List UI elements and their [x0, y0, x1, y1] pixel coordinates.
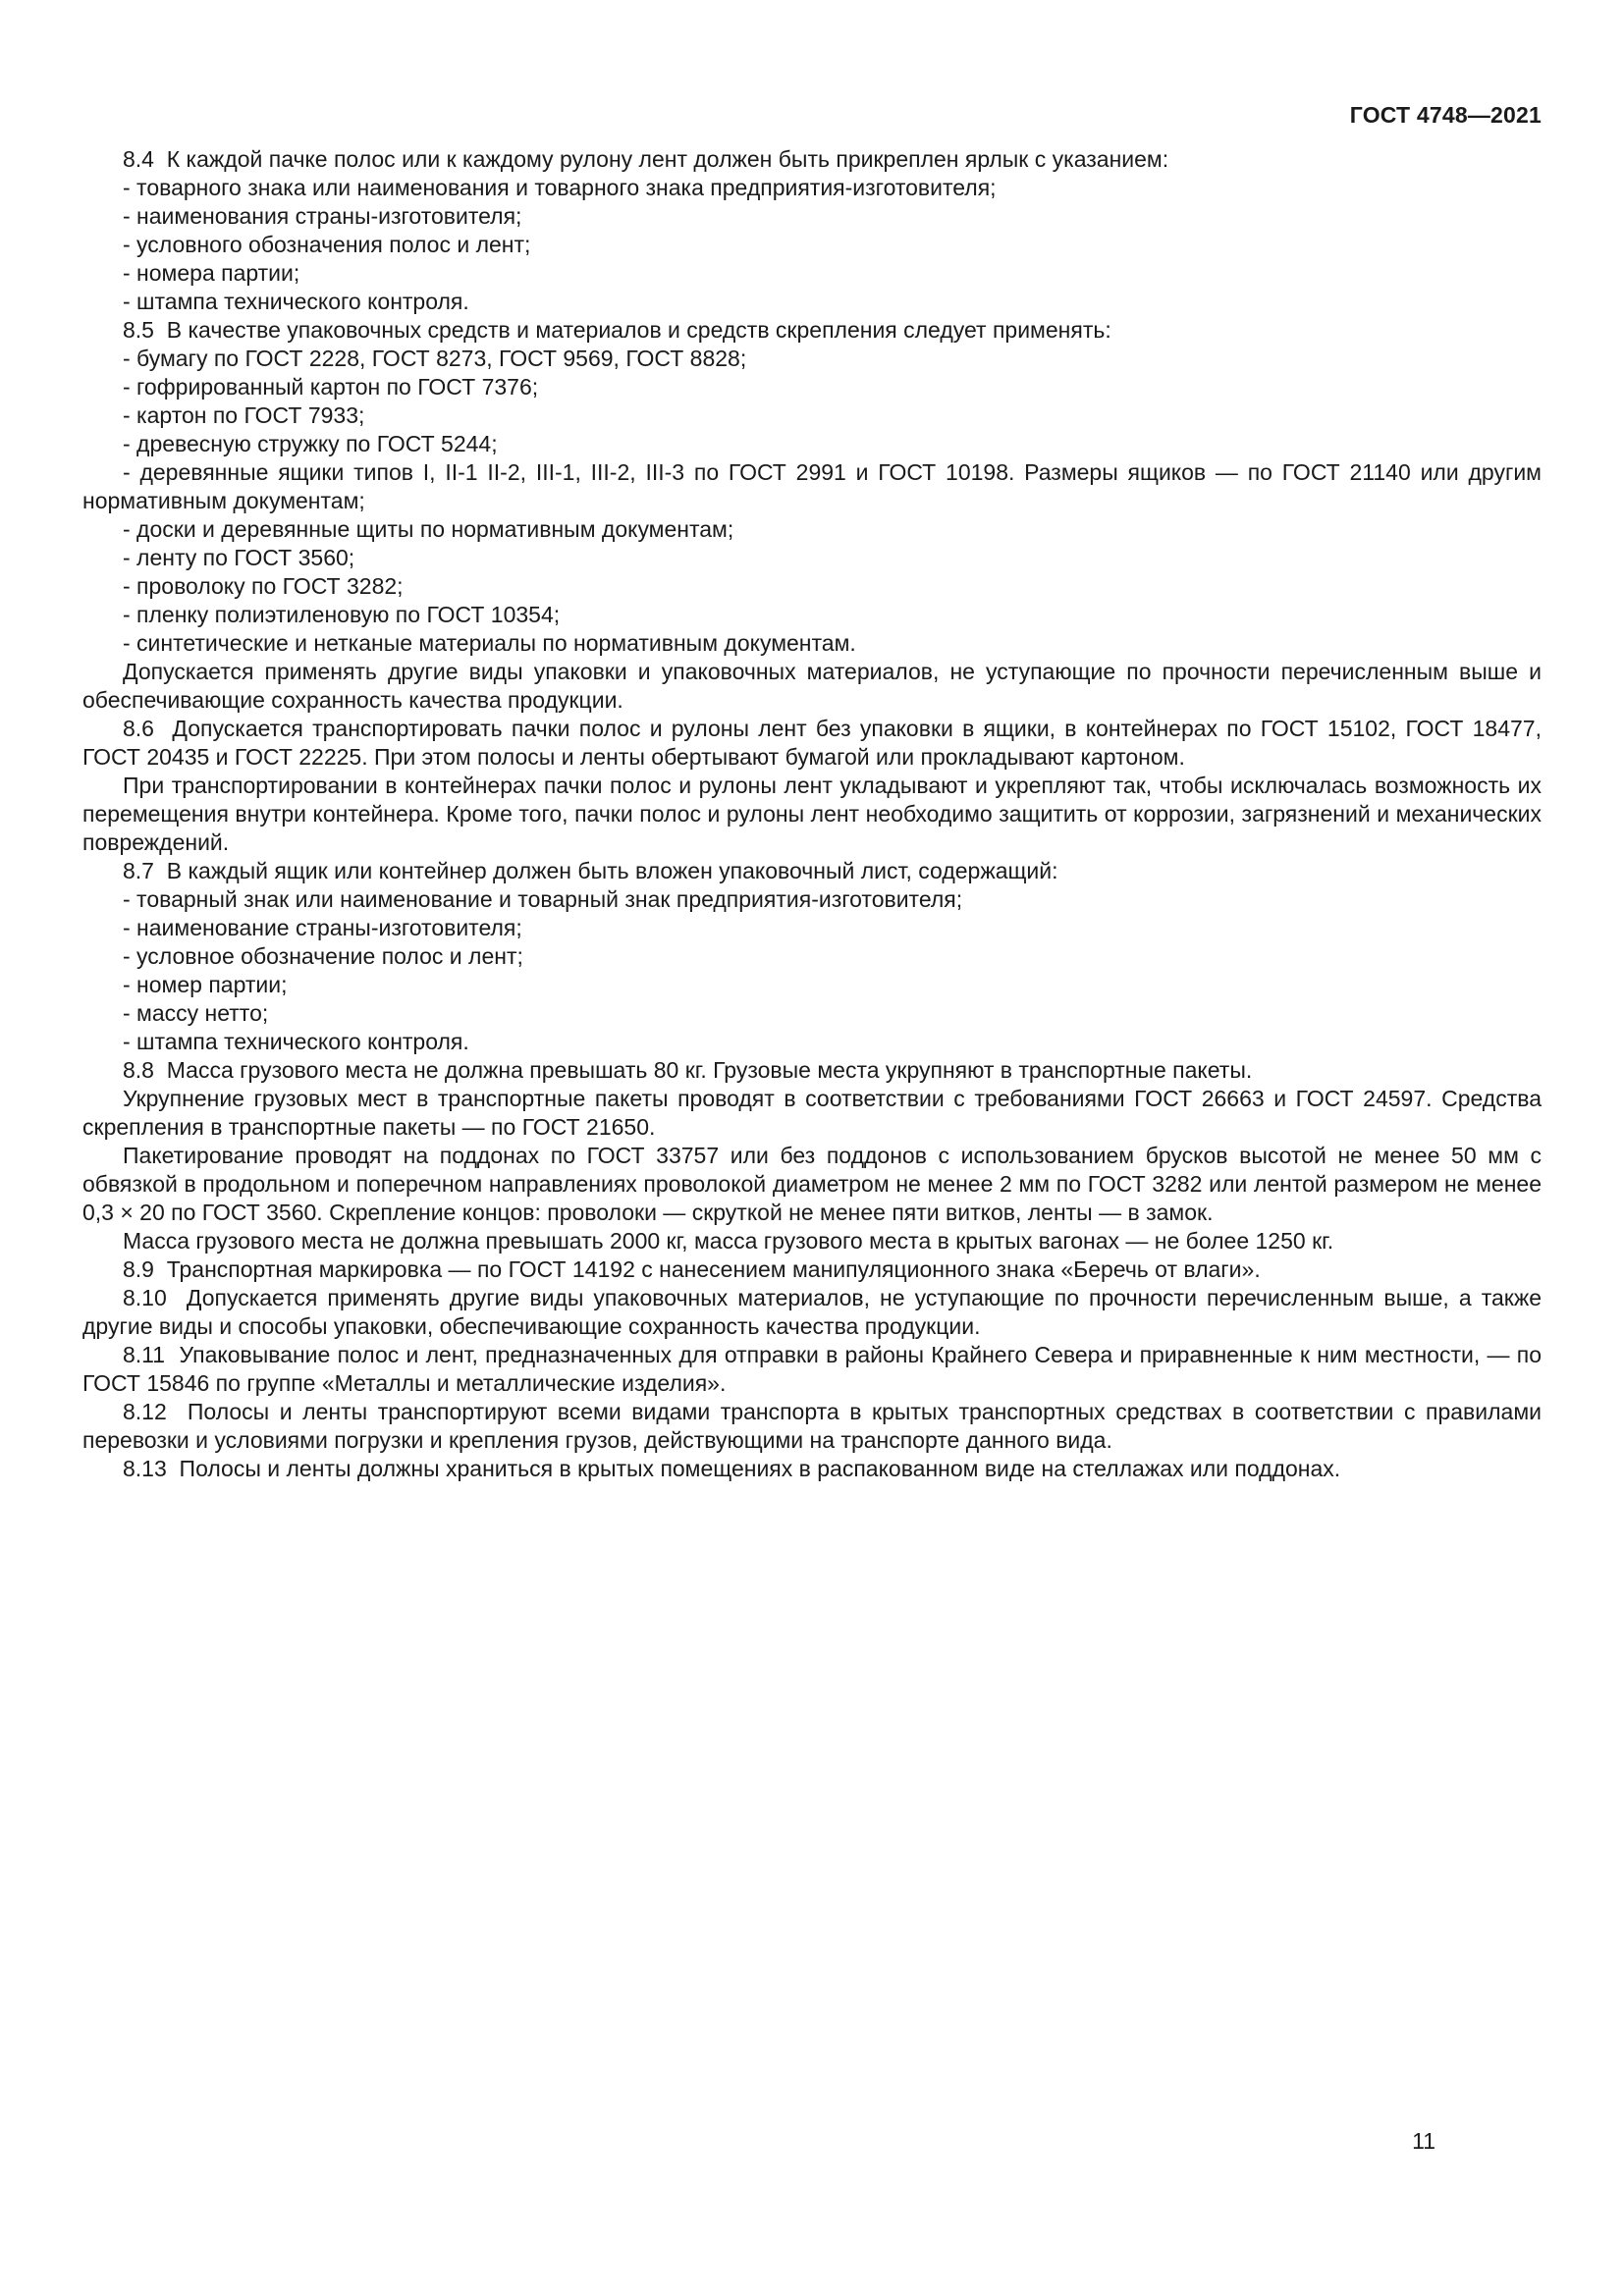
paragraph-section: 8.5 В качестве упаковочных средств и материалов и средств скрепления следует применять:	[123, 317, 1111, 343]
paragraph-dash: - ленту по ГОСТ 3560;	[123, 545, 355, 570]
paragraph-section: 8.7 В каждый ящик или контейнер должен быть вложен упаковочный лист, содержащий:	[123, 858, 1058, 883]
paragraph-dash: - штампа технического контроля.	[123, 1029, 469, 1054]
paragraph-plain: Укрупнение грузовых мест в транспортные пакеты проводят в соответствии с требованиями ГОСТ 26663 и ГОСТ 24597. Средства скрепления в транспортные пакеты — по ГОСТ 21650.	[82, 1086, 1542, 1140]
document-code: ГОСТ 4748—2021	[1349, 102, 1542, 128]
paragraph-dash: - наименования страны-изготовителя;	[123, 203, 522, 229]
paragraph-section: 8.12 Полосы и ленты транспортируют всеми видами транспорта в крытых транспортных средствах в соответствии с правилами перевозки и условиями погрузки и крепления грузов, действующими на транспорте данного вида.	[82, 1399, 1542, 1453]
paragraph-dash: - деревянные ящики типов I, II-1 II-2, III-1, III-2, III-3 по ГОСТ 2991 и ГОСТ 10198. Размеры ящиков — по ГОСТ 21140 или другим нормативным документам;	[82, 459, 1542, 513]
paragraph-section: 8.6 Допускается транспортировать пачки полос и рулоны лент без упаковки в ящики, в контейнерах по ГОСТ 15102, ГОСТ 18477, ГОСТ 20435 и ГОСТ 22225. При этом полосы и ленты обертывают бумагой или прокладывают картоном.	[82, 716, 1542, 770]
paragraph-section: 8.13 Полосы и ленты должны храниться в крытых помещениях в распакованном виде на стеллажах или поддонах.	[123, 1456, 1341, 1481]
paragraph-dash: - массу нетто;	[123, 1000, 269, 1026]
paragraph-dash: - условное обозначение полос и лент;	[123, 943, 523, 969]
paragraph-dash: - доски и деревянные щиты по нормативным документам;	[123, 516, 734, 542]
paragraph-dash: - синтетические и нетканые материалы по нормативным документам.	[123, 630, 856, 656]
paragraph-dash: - условного обозначения полос и лент;	[123, 232, 531, 257]
paragraph-plain: Пакетирование проводят на поддонах по ГОСТ 33757 или без поддонов с использованием брусков высотой не менее 50 мм с обвязкой в продольном и поперечном направлениях проволокой диаметром не менее 2 мм по ГОСТ 3282 или лентой размером не менее 0,3 × 20 по ГОСТ 3560. Скрепление концов: проволоки — скруткой не менее пяти витков, ленты — в замок.	[82, 1143, 1542, 1225]
paragraph-dash: - бумагу по ГОСТ 2228, ГОСТ 8273, ГОСТ 9569, ГОСТ 8828;	[123, 346, 747, 371]
paragraph-dash: - картон по ГОСТ 7933;	[123, 402, 365, 428]
paragraph-section: 8.10 Допускается применять другие виды упаковочных материалов, не уступающие по прочности перечисленным выше, а также другие виды и способы упаковки, обеспечивающие сохранность качества продукции.	[82, 1285, 1542, 1339]
page-number: 11	[1412, 2128, 1435, 2154]
paragraph-dash: - номер партии;	[123, 972, 288, 997]
paragraph-plain: Допускается применять другие виды упаковки и упаковочных материалов, не уступающие по прочности перечисленным выше и обеспечивающие сохранность качества продукции.	[82, 659, 1542, 713]
paragraph-dash: - древесную стружку по ГОСТ 5244;	[123, 431, 498, 456]
paragraph-dash: - номера партии;	[123, 260, 300, 286]
paragraph-dash: - штампа технического контроля.	[123, 289, 469, 314]
paragraph-section: 8.4 К каждой пачке полос или к каждому рулону лент должен быть прикреплен ярлык с указанием:	[123, 146, 1169, 172]
paragraph-dash: - товарный знак или наименование и товарный знак предприятия-изготовителя;	[123, 886, 963, 912]
paragraph-dash: - товарного знака или наименования и товарного знака предприятия-изготовителя;	[123, 175, 997, 200]
paragraph-dash: - пленку полиэтиленовую по ГОСТ 10354;	[123, 602, 561, 627]
paragraph-section: 8.9 Транспортная маркировка — по ГОСТ 14192 с нанесением манипуляционного знака «Беречь от влаги».	[123, 1256, 1261, 1282]
paragraph-plain: Масса грузового места не должна превышать 2000 кг, масса грузового места в крытых вагонах — не более 1250 кг.	[123, 1228, 1334, 1254]
paragraph-dash: - проволоку по ГОСТ 3282;	[123, 573, 404, 599]
paragraph-section: 8.8 Масса грузового места не должна превышать 80 кг. Грузовые места укрупняют в транспортные пакеты.	[123, 1057, 1253, 1083]
document-body	[82, 145, 1542, 1483]
paragraph-section: 8.11 Упаковывание полос и лент, предназначенных для отправки в районы Крайнего Севера и приравненные к ним местности, — по ГОСТ 15846 по группе «Металлы и металлические изделия».	[82, 1342, 1542, 1396]
paragraph-dash: - наименование страны-изготовителя;	[123, 915, 522, 940]
paragraph-plain: При транспортировании в контейнерах пачки полос и рулоны лент укладывают и укрепляют так, чтобы исключалась возможность их перемещения внутри контейнера. Кроме того, пачки полос и рулоны лент необходимо защитить от коррозии, загрязнений и механических повреждений.	[82, 773, 1542, 855]
paragraph-dash: - гофрированный картон по ГОСТ 7376;	[123, 374, 539, 400]
